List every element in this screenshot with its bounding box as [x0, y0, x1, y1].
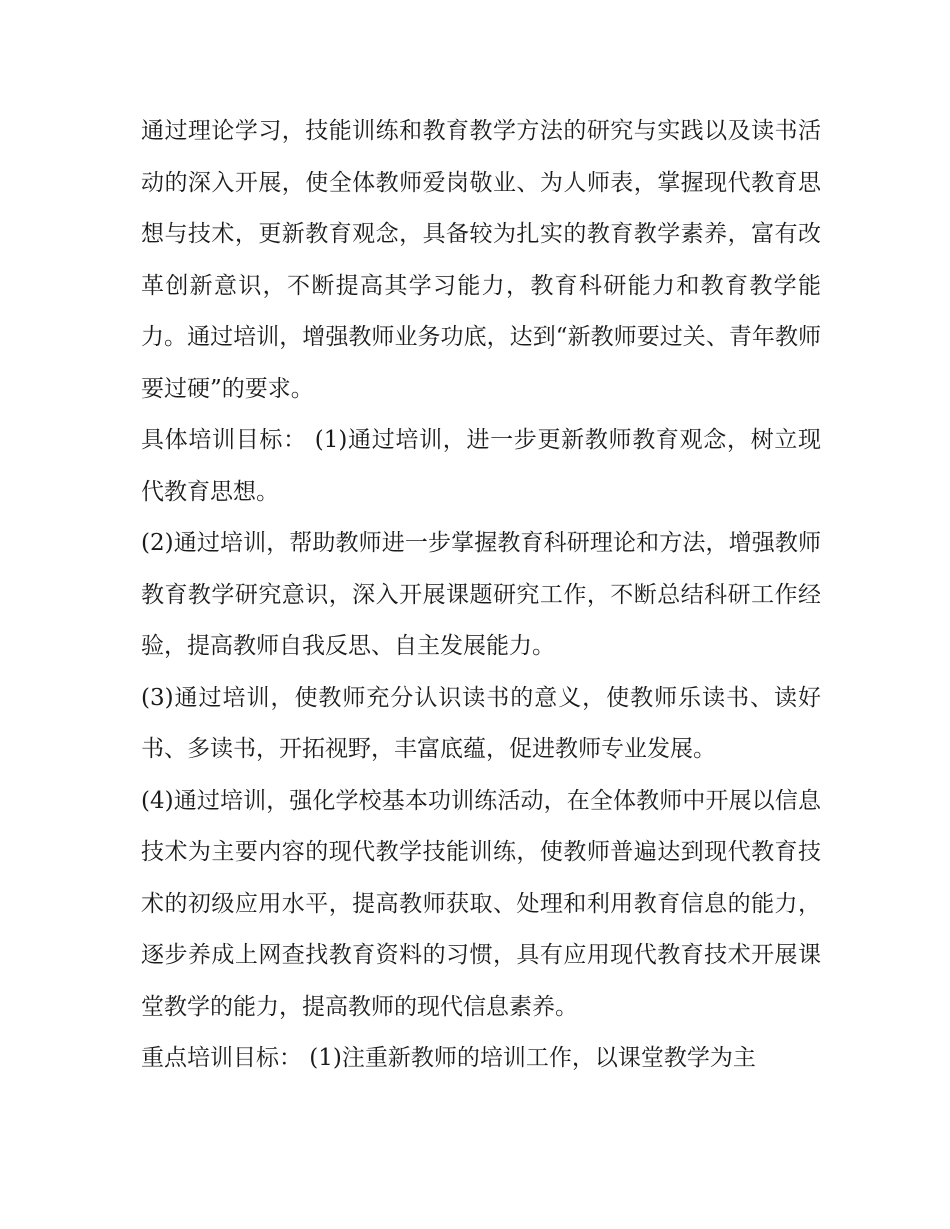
paragraph-goal-2: (2)通过培训，帮助教师进一步掌握教育科研理论和方法，增强教师教育教学研究意识，深入开展课题研究工作，不断总结科研工作经验，提高教师自我反思、自主发展能力。 [141, 530, 821, 659]
paragraph-goal-3: (3)通过培训，使教师充分认识读书的意义，使教师乐读书、读好书、多读书，开拓视野，丰富底蕴，促进教师专业发展。 [141, 684, 821, 762]
paragraph-training-overview: 通过理论学习，技能训练和教育教学方法的研究与实践以及读书活动的深入开展，使全体教师爱岗敬业、为人师表，掌握现代教育思想与技术，更新教育观念，具备较为扎实的教育教学素养，富有改革创新意识，不断提高其学习能力，教育科研能力和教育教学能力。通过培训，增强教师业务功底，达到“新教师要过关、青年教师要过硬”的要求。 [141, 118, 821, 402]
document-body [141, 106, 821, 1085]
paragraph-key-goals: 重点培训目标： (1)注重新教师的培训工作，以课堂教学为主 [141, 1045, 756, 1071]
paragraph-goal-4: (4)通过培训，强化学校基本功训练活动，在全体教师中开展以信息技术为主要内容的现代教学技能训练，使教师普遍达到现代教育技术的初级应用水平，提高教师获取、处理和利用教育信息的能力，逐步养成上网查找教育资料的习惯，具有应用现代教育技术开展课堂教学的能力，提高教师的现代信息素养。 [141, 787, 821, 1020]
paragraph-specific-goals: 具体培训目标： (1)通过培训，进一步更新教师教育观念，树立现代教育思想。 [141, 427, 821, 505]
